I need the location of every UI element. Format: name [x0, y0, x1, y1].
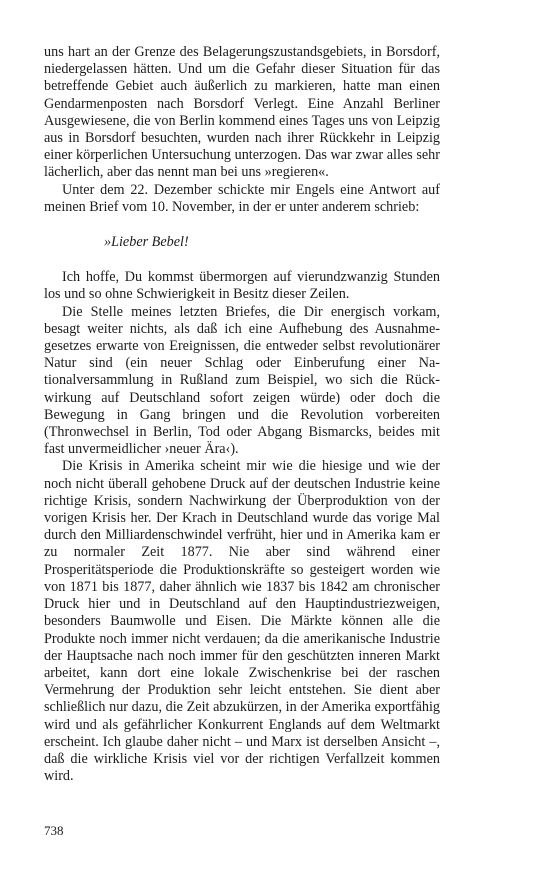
paragraph-5: Die Krisis in Amerika scheint mir wie die hiesige und wie der noch nicht überall gehobene Druck auf der deutschen Industrie keine richtige Krisis, sondern Nachwirkung der Überproduktion von der vorigen Krisis her. Der Krach in Deutschland wurde das vorige Mal durch den Milliardenschwindel verfrüht, hier und in Amerika kam er zu normaler Zeit 1877. Nie aber sind während einer Prosperitätsperiode die Produktionskräfte so gesteigert worden wie von 1871 bis 1877, daher ähnlich wie 1837 bis 1842 am chronischer Druck hier und in Deutschland auf den Hauptindustriezweigen, besonders Baumwolle und Eisen. Die Märkte können alle die Produkte noch immer nicht verdauen; da die amerikanische Industrie der Hauptsache nach noch immer für den geschützten inneren Markt arbeitet, kann dort eine lokale Zwischenkrise bei der raschen Vermehrung der Produktion sehr leicht entstehen. Sie dient aber schließlich nur dazu, die Zeit abzukürzen, in der Amerika exportfähig wird und als gefährlicher Konkurrent Englands auf dem Weltmarkt erscheint. Ich glaube daher nicht – und Marx ist derselben Ansicht –, daß die wirkliche Krisis viel vor der richtigen Verfallzeit kommen wird. — [44, 458, 440, 785]
paragraph-1: uns hart an der Grenze des Belagerungszustandsgebiets, in Borsdorf, niedergelassen hätten. Und um die Gefahr dieser Situation für das betreffende Gebiet auch äußerlich zu markieren, hatte man einen Gendarmenposten nach Borsdorf Verlegt. Eine Anzahl Berliner Ausgewiesene, die von Berlin kommend eines Tages uns von Leipzig aus in Borsdorf besuchten, wurden nach ihrer Rückkehr in Leipzig einer körperlichen Untersuchung unterzogen. Das war zwar alles sehr lächerlich, aber das nennt man bei uns »regieren«. — [44, 44, 440, 181]
page-body — [44, 44, 440, 785]
page-number: 738 — [44, 823, 64, 838]
paragraph-4: Die Stelle meines letzten Briefes, die Dir energisch vorkam, besagt weiter nichts, als daß ich eine Aufhebung des Ausnahmegesetzes erwarte von Ereignissen, die entweder selbst revolutionärer Natur sind (ein neuer Schlag oder Einberufung einer Nationalversammlung in Rußland zum Beispiel, wo sich die Rückwirkung auf Deutschland sofort zeigen würde) oder doch die Bewegung in Gang bringen und die Revolution vorbereiten (Thronwechsel in Berlin, Tod oder Abgang Bismarcks, beides mit fast unvermeidlicher ›neuer Ära‹). — [44, 303, 440, 458]
paragraph-2: Unter dem 22. Dezember schickte mir Engels eine Antwort auf meinen Brief vom 10. November, in der er unter anderem schrieb: — [44, 181, 440, 215]
letter-salutation: »Lieber Bebel! — [104, 234, 189, 251]
paragraph-3: Ich hoffe, Du kommst übermorgen auf vierundzwanzig Stunden los und so ohne Schwierigkeit in Besitz dieser Zeilen. — [44, 269, 440, 303]
